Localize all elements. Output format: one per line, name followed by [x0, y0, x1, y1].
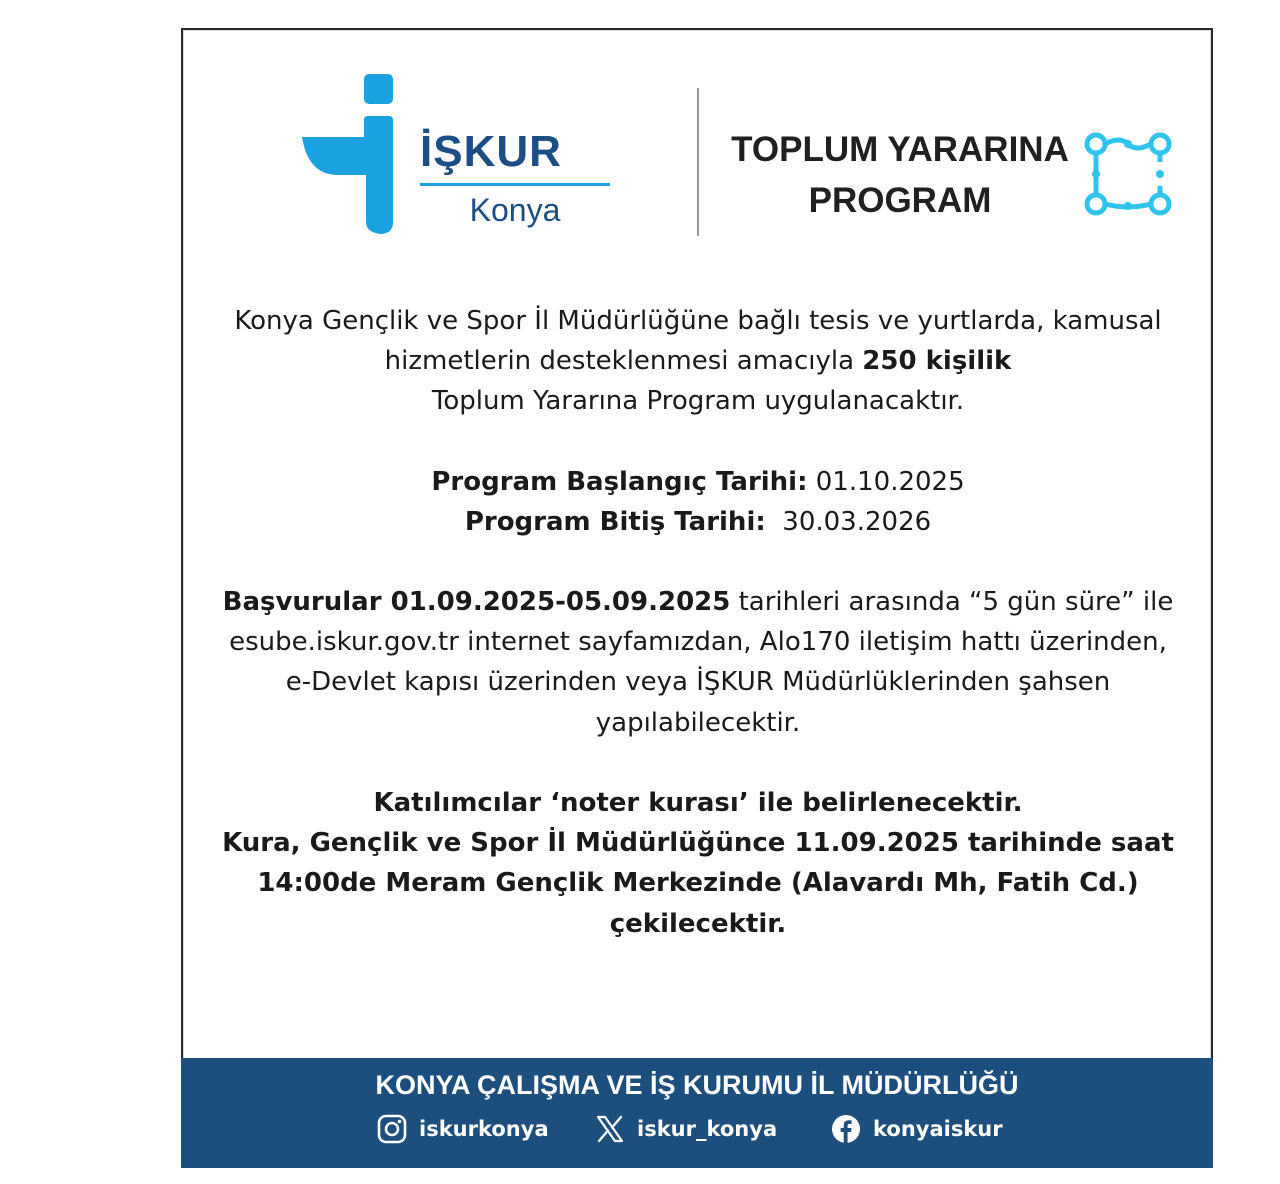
- footer-title: KONYA ÇALIŞMA VE İŞ KURUMU İL MÜDÜRLÜĞÜ: [375, 1070, 1019, 1100]
- x-link[interactable]: [595, 1110, 777, 1148]
- intro-line3: Toplum Yararına Program uygulanacaktır.: [431, 386, 965, 417]
- facebook-link[interactable]: [831, 1110, 1003, 1148]
- lottery-paragraph: [200, 783, 1196, 944]
- participant-count: 250 kişilik: [862, 346, 1012, 377]
- intro-paragraph: [200, 301, 1196, 422]
- end-date-row: Program Bitiş Tarihi: 30.03.2026: [464, 507, 932, 538]
- start-date-row: Program Başlangıç Tarihi: 01.10.2025: [431, 467, 965, 497]
- logo-wordmark: İŞKUR: [420, 127, 562, 176]
- facebook-icon: [831, 1114, 861, 1144]
- footer-bar: [181, 1058, 1213, 1168]
- application-line1: Başvurular 01.09.2025-05.09.2025 tarihleri arasında “5 gün süre” ile: [222, 587, 1174, 617]
- program-title-line2: PROGRAM: [808, 181, 992, 220]
- start-date: 01.10.2025: [807, 467, 965, 497]
- header-divider: [697, 88, 699, 236]
- end-date: 30.03.2026: [765, 507, 932, 538]
- logo-city: Konya: [469, 192, 561, 228]
- instagram-icon: [377, 1114, 407, 1144]
- lottery-line1: Katılımcılar ‘noter kurası’ ile belirlenecektir.: [373, 788, 1023, 818]
- logo-underline: [420, 183, 610, 186]
- x-icon: [595, 1114, 625, 1144]
- x-handle: iskur_konya: [637, 1117, 778, 1141]
- program-title-line1: TOPLUM YARARINA: [731, 130, 1069, 169]
- application-line3: e-Devlet kapısı üzerinden veya İŞKUR Müdürlüklerinden şahsen: [285, 667, 1111, 698]
- application-paragraph: [200, 582, 1196, 743]
- lottery-line2: Kura, Gençlik ve Spor İl Müdürlüğünce 11.09.2025 tarihinde saat: [222, 828, 1174, 859]
- lottery-line4: çekilecektir.: [609, 908, 787, 939]
- iskur-logo-icon: [300, 72, 410, 237]
- program-title: [718, 124, 1082, 226]
- instagram-handle: iskurkonya: [419, 1117, 549, 1141]
- facebook-handle: konyaiskur: [873, 1117, 1003, 1141]
- intro-line1: Konya Gençlik ve Spor İl Müdürlüğüne bağlı tesis ve yurtlarda, kamusal: [234, 306, 1162, 336]
- application-dates: Başvurular 01.09.2025-05.09.2025: [222, 587, 731, 617]
- intro-line2: hizmetlerin desteklenmesi amacıyla 250 kişilik: [384, 346, 1012, 377]
- lottery-line3: 14:00de Meram Gençlik Merkezinde (Alavardı Mh, Fatih Cd.): [257, 868, 1139, 899]
- program-dates: [200, 462, 1196, 542]
- network-icon: [1082, 128, 1176, 220]
- application-line4: yapılabilecektir.: [595, 707, 801, 738]
- instagram-link[interactable]: [377, 1110, 549, 1148]
- application-line2: esube.iskur.gov.tr internet sayfamızdan, Alo170 iletişim hattı üzerinden,: [229, 627, 1167, 658]
- iskur-logo: [300, 72, 620, 237]
